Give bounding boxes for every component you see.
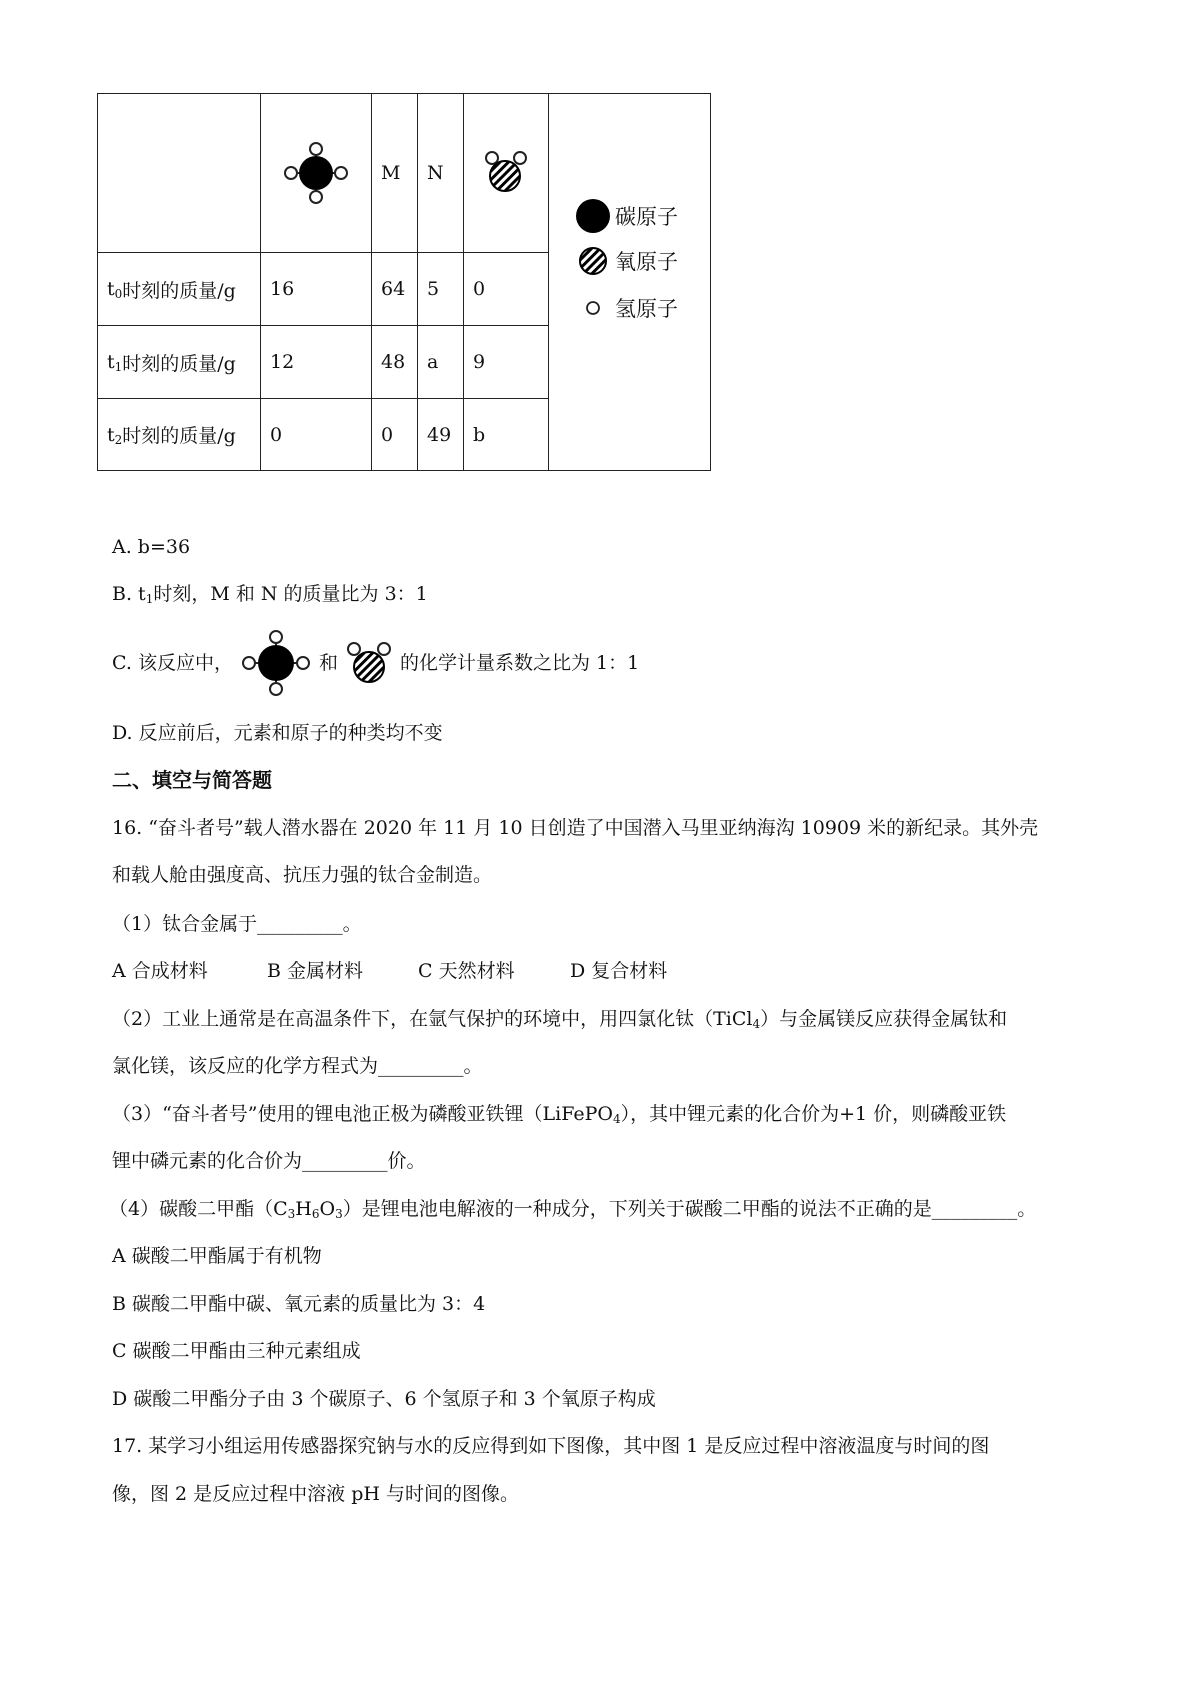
option-c: C. 该反应中， 和 的化学计量系数之比为 1：1: [112, 628, 639, 698]
cell-t2-water: b: [463, 398, 549, 471]
cell-t1-methane: 12: [260, 325, 372, 399]
q16-intro-line2: 和载人舱由强度高、抗压力强的钛合金制造。: [112, 864, 493, 886]
table-header-M: M: [371, 93, 418, 253]
cell-t0-methane: 16: [260, 252, 372, 326]
option-a: A. b=36: [112, 536, 191, 558]
table-header-methane: [260, 93, 372, 253]
cell-t2-N: 49: [417, 398, 464, 471]
table-header-N: N: [417, 93, 464, 253]
methane-molecule-icon: [278, 140, 354, 206]
q16-part4-choice-a: A 碳酸二甲酯属于有机物: [112, 1245, 322, 1267]
water-molecule-icon: [342, 639, 396, 687]
cell-t0-M: 64: [371, 252, 418, 326]
mass-table: [97, 93, 711, 471]
cell-t0-water: 0: [463, 252, 549, 326]
cell-t1-M: 48: [371, 325, 418, 399]
row-label-t2: $t_2$ 时刻的质量/g: [97, 398, 261, 471]
cell-t0-N: 5: [417, 252, 464, 326]
option-b: B. $t_1$时刻，M 和 N 的质量比为 3：1: [112, 583, 428, 606]
water-molecule-icon: [478, 148, 534, 198]
legend-oxygen: 氧原子: [575, 246, 678, 276]
q16-part4-choice-b: B 碳酸二甲酯中碳、氧元素的质量比为 3：4: [112, 1293, 486, 1315]
row-label-t1: $t_1$ 时刻的质量/g: [97, 325, 261, 399]
q16-intro-line1: 16. “奋斗者号”载人潜水器在 2020 年 11 月 10 日创造了中国潜入马里亚纳海沟 10909 米的新纪录。其外壳: [112, 817, 1039, 839]
option-d: D. 反应前后，元素和原子的种类均不变: [112, 722, 443, 744]
hydrogen-atom-icon: [575, 293, 611, 323]
q16-part1-choice-b: B 金属材料: [267, 960, 364, 982]
legend-hydrogen: 氢原子: [575, 293, 678, 323]
q16-part1-choice-d: D 复合材料: [570, 960, 668, 982]
legend-carbon: 碳原子: [575, 198, 678, 234]
table-legend-cell: [548, 93, 711, 471]
q16-part2-line1: （2）工业上通常是在高温条件下，在氩气保护的环境中，用四氯化钛（TiCl$_4$）与金属镁反应获得金属钛和: [112, 1008, 1008, 1031]
q16-part2-line2: 氯化镁，该反应的化学方程式为_________。: [112, 1055, 483, 1077]
q16-part1: （1）钛合金属于_________。: [112, 913, 362, 935]
q16-part3-line1: （3）“奋斗者号”使用的锂电池正极为磷酸亚铁锂（LiFePO$_4$），其中锂元素的化合价为+1 价，则磷酸亚铁: [112, 1103, 1007, 1126]
q16-part3-line2: 锂中磷元素的化合价为_________价。: [112, 1150, 426, 1172]
q16-part4-choice-d: D 碳酸二甲酯分子由 3 个碳原子、6 个氢原子和 3 个氧原子构成: [112, 1388, 656, 1410]
row-label-t0: $t_0$ 时刻的质量/g: [97, 252, 261, 326]
table-header-blank: [97, 93, 261, 253]
carbon-atom-icon: [575, 198, 611, 234]
methane-molecule-icon: [241, 629, 311, 697]
q17-line2: 像，图 2 是反应过程中溶液 pH 与时间的图像。: [112, 1483, 519, 1505]
cell-t2-methane: 0: [260, 398, 372, 471]
cell-t1-water: 9: [463, 325, 549, 399]
q16-part1-choice-a: A 合成材料: [112, 960, 208, 982]
q17-line1: 17. 某学习小组运用传感器探究钠与水的反应得到如下图像，其中图 1 是反应过程中溶液温度与时间的图: [112, 1435, 990, 1457]
q16-part4-choice-c: C 碳酸二甲酯由三种元素组成: [112, 1340, 361, 1362]
cell-t2-M: 0: [371, 398, 418, 471]
cell-t1-N: a: [417, 325, 464, 399]
table-header-water: [463, 93, 549, 253]
section-title: 二、填空与简答题: [112, 768, 272, 792]
oxygen-atom-icon: [575, 246, 611, 276]
q16-part1-choice-c: C 天然材料: [418, 960, 515, 982]
q16-part4: （4）碳酸二甲酯$(C_3H_6O_3)$是锂电池电解液的一种成分，下列关于碳酸二甲酯的说法不正确的是_________。: [109, 1198, 1037, 1221]
